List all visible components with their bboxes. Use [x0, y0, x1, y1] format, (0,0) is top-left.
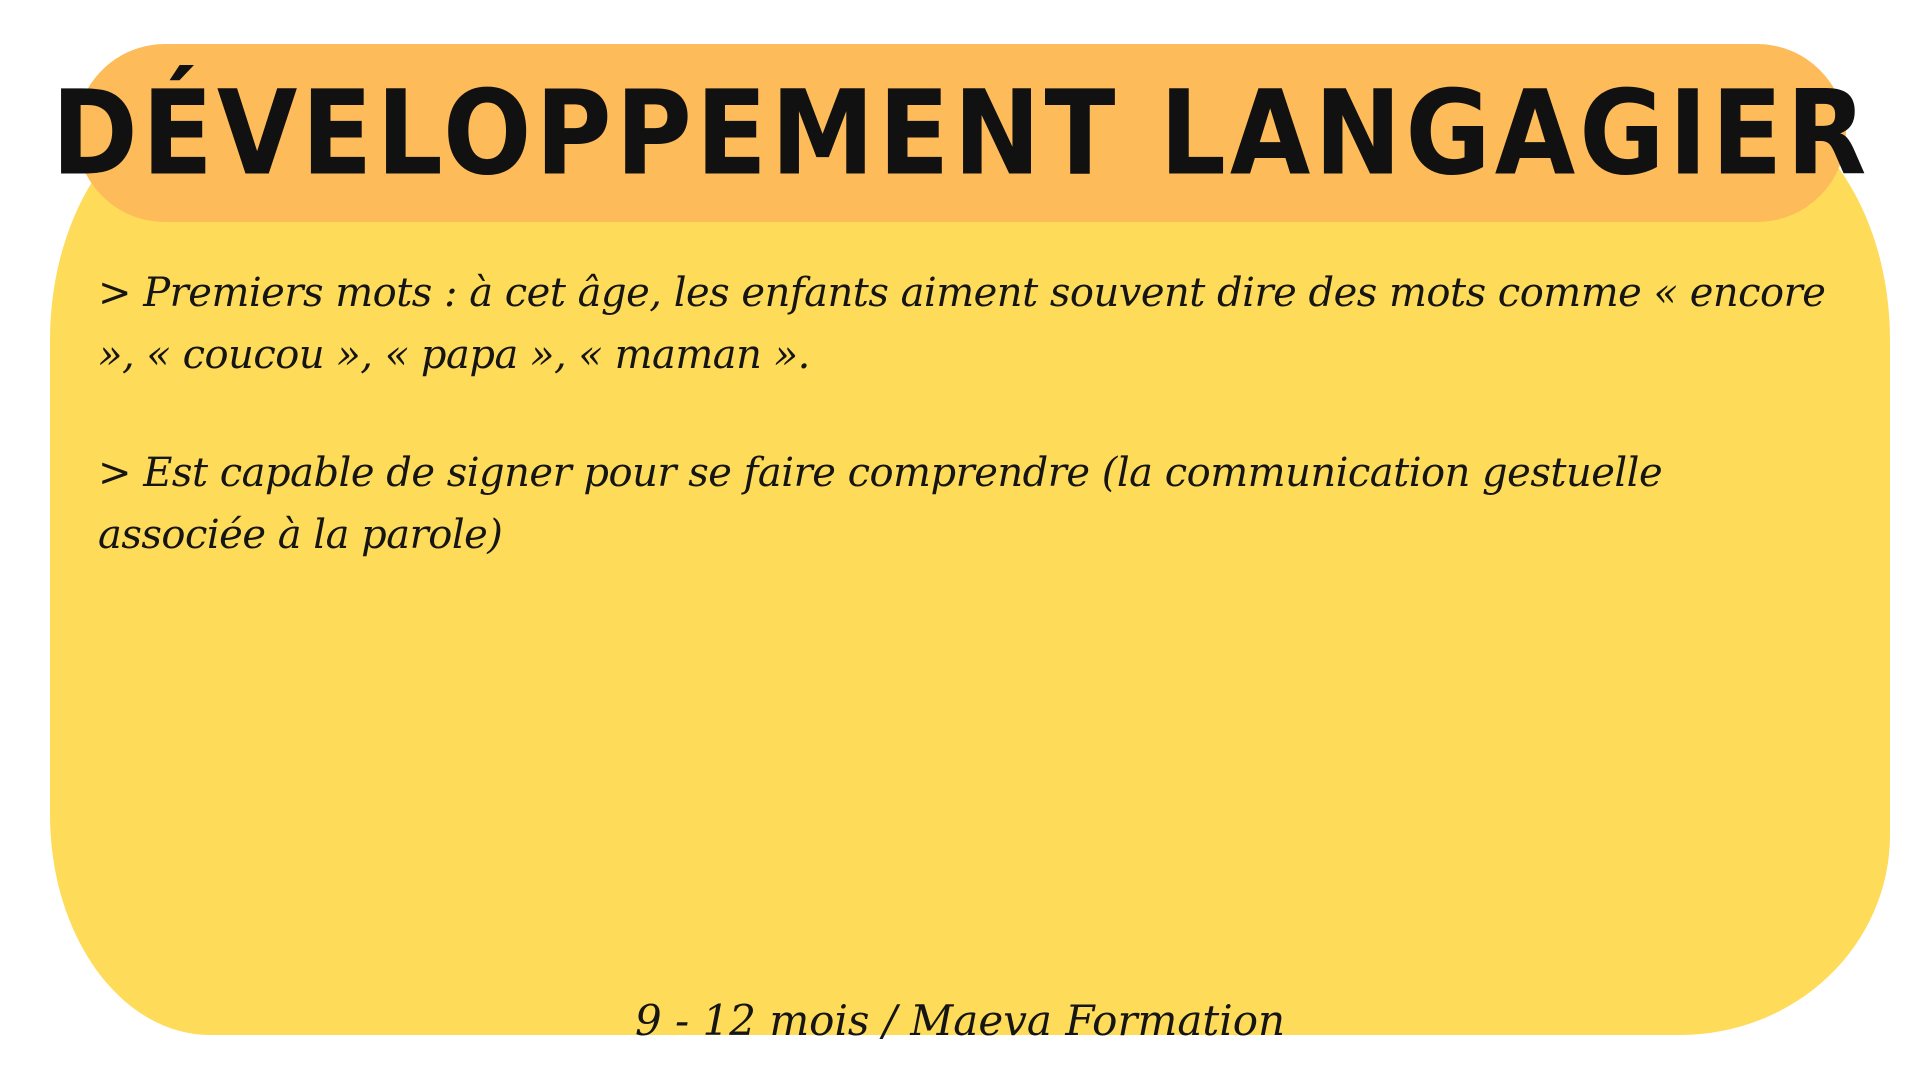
content-body [98, 262, 1838, 622]
footer-caption: 9 - 12 mois / Maeva Formation [634, 996, 1286, 1045]
title-banner [51, 44, 1871, 222]
page-title: DÉVELOPPEMENT LANGAGIER [51, 64, 1871, 202]
paragraph-premiers-mots: > Premiers mots : à cet âge, les enfants aiment souvent dire des mots comme « encore », « coucou », « papa », « maman ». [98, 270, 1826, 378]
paragraph-signer: > Est capable de signer pour se faire comprendre (la communication gestuelle associée à la parole) [98, 450, 1663, 558]
